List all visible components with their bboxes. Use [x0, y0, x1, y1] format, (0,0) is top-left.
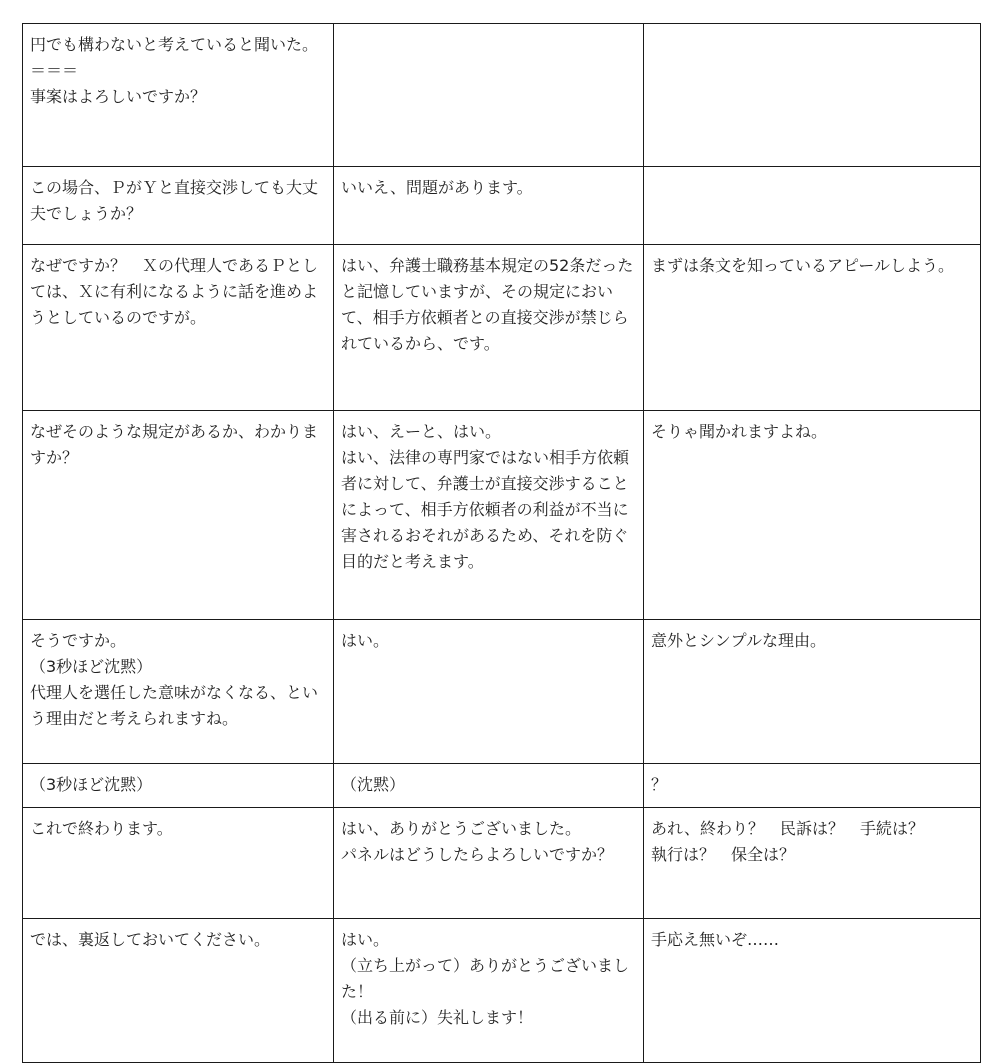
- table-row: [23, 245, 981, 411]
- comment-cell: 意外とシンプルな理由。: [644, 620, 981, 764]
- examiner-cell: なぜですか？ Ｘの代理人であるＰとしては、Ｘに有利になるように話を進めようとしているのですが。: [23, 245, 334, 411]
- examiner-cell: なぜそのような規定があるか、わかりますか？: [23, 411, 334, 620]
- table-row: [23, 411, 981, 620]
- examiner-cell: では、裏返しておいてください。: [23, 919, 334, 1063]
- examiner-cell: これで終わります。: [23, 808, 334, 919]
- comment-cell: 手応え無いぞ……: [644, 919, 981, 1063]
- examinee-cell: いいえ、問題があります。: [334, 167, 644, 245]
- examinee-cell: はい。: [334, 620, 644, 764]
- table-row: [23, 919, 981, 1063]
- examinee-cell: はい、弁護士職務基本規定の52条だったと記憶していますが、その規定において、相手方依頼者との直接交渉が禁じられているから、です。: [334, 245, 644, 411]
- table-row: [23, 808, 981, 919]
- dialogue-table-container: [22, 23, 981, 1063]
- examiner-cell: （3秒ほど沈黙）: [23, 764, 334, 808]
- examiner-cell: 円でも構わないと考えていると聞いた。 ＝＝＝ 事案はよろしいですか？: [23, 24, 334, 167]
- table-row: [23, 764, 981, 808]
- table-row: [23, 24, 981, 167]
- examiner-cell: そうですか。 （3秒ほど沈黙） 代理人を選任した意味がなくなる、という理由だと考えられますね。: [23, 620, 334, 764]
- examinee-cell: はい。 （立ち上がって）ありがとうございました！ （出る前に）失礼します！: [334, 919, 644, 1063]
- examinee-cell: [334, 24, 644, 167]
- examiner-cell: この場合、ＰがＹと直接交渉しても大丈夫でしょうか？: [23, 167, 334, 245]
- examinee-cell: （沈黙）: [334, 764, 644, 808]
- table-row: [23, 167, 981, 245]
- examinee-cell: はい、えーと、はい。 はい、法律の専門家ではない相手方依頼者に対して、弁護士が直接交渉することによって、相手方依頼者の利益が不当に害されるおそれがあるため、それを防ぐ目的だと考えます。: [334, 411, 644, 620]
- comment-cell: ？: [644, 764, 981, 808]
- comment-cell: [644, 167, 981, 245]
- dialogue-table: [22, 23, 981, 1063]
- table-row: [23, 620, 981, 764]
- examinee-cell: はい、ありがとうございました。 パネルはどうしたらよろしいですか？: [334, 808, 644, 919]
- comment-cell: そりゃ聞かれますよね。: [644, 411, 981, 620]
- comment-cell: まずは条文を知っているアピールしよう。: [644, 245, 981, 411]
- comment-cell: あれ、終わり？ 民訴は？ 手続は？ 執行は？ 保全は？: [644, 808, 981, 919]
- comment-cell: [644, 24, 981, 167]
